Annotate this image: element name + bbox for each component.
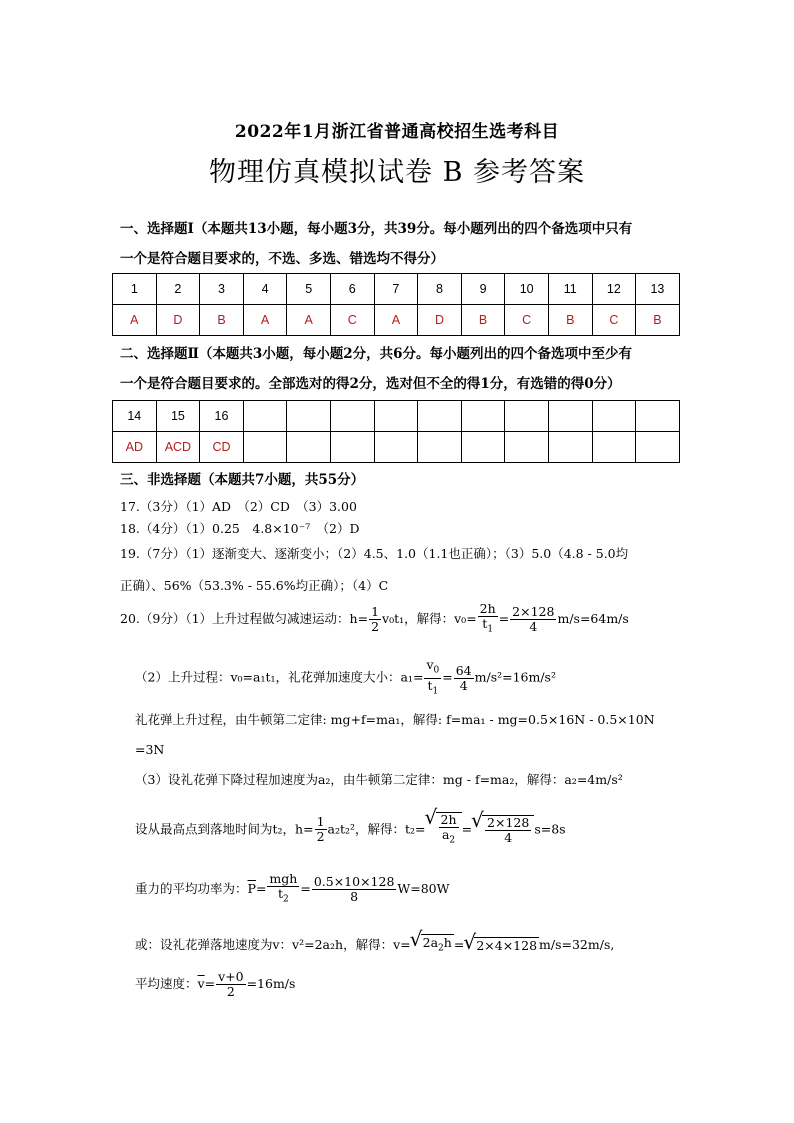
question-number-cell: 16 — [200, 401, 244, 432]
answer-20-part8: 平均速度：$\overline{v}=$ $\frac{v+0}{2}$ =16m/s — [135, 969, 296, 999]
fraction-one-half-2: $\frac{1}{2}$ — [316, 814, 325, 845]
fraction-2h-over-t1: $\frac{2h}{t_1}$ — [479, 601, 496, 635]
sqrt-2a2h: √ $2a_2h$ — [421, 934, 454, 957]
fraction-one-half: $\frac{1}{2}$ — [371, 603, 380, 634]
answer-cell: C — [592, 305, 636, 336]
section1-heading-line1: 一、选择题Ⅰ（本题共13小题，每小题3分，共39分。每小题列出的四个备选项中只有 — [120, 221, 633, 237]
answer-20-part2: （2）上升过程：v₀=a₁t₁，礼花弹加速度大小：a₁= $\frac{v_0}{t_1}$ = $\frac{64}{4}$ m/s²=16m/s² — [135, 657, 556, 696]
answer-cell — [505, 432, 549, 463]
answer-cell — [548, 432, 592, 463]
answer-cell — [243, 432, 287, 463]
question-number-cell: 10 — [505, 274, 549, 305]
answer-cell: A — [113, 305, 157, 336]
answer-cell: B — [548, 305, 592, 336]
fraction-v-plus-0-over-2: $\frac{v+0}{2}$ — [218, 969, 244, 999]
question-number-cell — [461, 401, 505, 432]
answer-20-part3-line2: =3N — [135, 742, 165, 757]
answer-cell — [636, 432, 680, 463]
answer-cell: CD — [200, 432, 244, 463]
answer-cell: D — [418, 305, 462, 336]
question-number-cell — [505, 401, 549, 432]
question-number-cell: 5 — [287, 274, 331, 305]
answer-cell — [461, 432, 505, 463]
section2-number-row — [113, 401, 680, 432]
answer-20-part7: 或：设礼花弹落地速度为v：v²=2a₂h，解得：v= √ $2a_2h$ = √ 2×4×128 m/s=32m/s, — [135, 934, 614, 957]
question-number-cell — [243, 401, 287, 432]
sqrt-2x4x128: √ 2×4×128 — [474, 937, 539, 954]
question-number-cell — [330, 401, 374, 432]
question-number-cell — [287, 401, 331, 432]
question-number-cell: 12 — [592, 274, 636, 305]
answer-cell: C — [505, 305, 549, 336]
question-number-cell: 13 — [636, 274, 680, 305]
section1-answer-table — [112, 273, 680, 336]
fraction-power-calc: $\frac{0.5\times 10\times 128}{8}$ — [313, 873, 395, 904]
answer-cell: A — [243, 305, 287, 336]
fraction-64-over-4: $\frac{64}{4}$ — [455, 662, 472, 693]
section1-heading — [120, 214, 690, 274]
answer-cell — [592, 432, 636, 463]
answer-cell: A — [287, 305, 331, 336]
answer-cell — [418, 432, 462, 463]
question-number-cell — [374, 401, 418, 432]
answer-cell: C — [330, 305, 374, 336]
answer-cell: ACD — [156, 432, 200, 463]
question-number-cell — [636, 401, 680, 432]
answer-20-part6: 重力的平均功率为：$\overline{P}=$ $\frac{\text{mgh}}{t_2}$ = $\frac{0.5\times 10\times 128}{8}$ W=80W — [135, 871, 450, 905]
question-number-cell: 9 — [461, 274, 505, 305]
answer-17: 17.（3分）（1）AD （2）CD （3）3.00 — [120, 499, 357, 514]
question-number-cell: 1 — [113, 274, 157, 305]
fraction-2x128-over-4: $\frac{2\times 128}{4}$ — [512, 603, 555, 634]
answer-cell: AD — [113, 432, 157, 463]
answer-cell — [374, 432, 418, 463]
exam-title-line2: 物理仿真模拟试卷 B 参考答案 — [208, 157, 585, 188]
answer-19-line1: 19.（7分）（1）逐渐变大、逐渐变小；（2）4.5、1.0（1.1也正确）；（3）5.0（4.8 - 5.0均 — [120, 546, 629, 561]
section2-heading-line1: 二、选择题Ⅱ（本题共3小题，每小题2分，共6分。每小题列出的四个备选项中至少有 — [120, 346, 633, 362]
exam-title-line1: 2022年1月浙江省普通高校招生选考科目 — [234, 122, 560, 142]
section2-heading — [120, 339, 690, 399]
question-number-cell — [418, 401, 462, 432]
fraction-v0-over-t1: $\frac{v_0}{t_1}$ — [426, 657, 440, 696]
answer-19-line2: 正确）、56%（53.3% - 55.6%均正确）；（4）C — [120, 578, 389, 593]
question-number-cell: 15 — [156, 401, 200, 432]
question-number-cell: 3 — [200, 274, 244, 305]
answer-cell: B — [461, 305, 505, 336]
section1-answer-row — [113, 305, 680, 336]
sqrt-2h-over-a2: √ $\frac{2h}{a_2}$ — [436, 812, 462, 848]
answer-cell: B — [636, 305, 680, 336]
answer-cell — [287, 432, 331, 463]
section3-heading: 三、非选择题（本题共7小题，共55分） — [120, 472, 365, 488]
question-number-cell: 4 — [243, 274, 287, 305]
question-number-cell: 14 — [113, 401, 157, 432]
section2-answer-row — [113, 432, 680, 463]
answer-18: 18.（4分）（1）0.25 4.8×10⁻⁷ （2）D — [120, 521, 360, 536]
question-number-cell: 7 — [374, 274, 418, 305]
answer-20-part5: 设从最高点到落地时间为t₂，h= $\frac{1}{2}$ a₂t₂²，解得：t₂= √ $\frac{2h}{a_2}$ = √ $\frac{2\times 128}{4}$ s=8s — [135, 812, 566, 848]
answer-20-part4: （3）设礼花弹下降过程加速度为a₂，由牛顿第二定律：mg - f=ma₂，解得：a₂=4m/s² — [135, 772, 623, 787]
question-number-cell — [592, 401, 636, 432]
fraction-mgh-over-t2: $\frac{\text{mgh}}{t_2}$ — [269, 871, 298, 905]
section1-heading-line2: 一个是符合题目要求的，不选、多选、错选均不得分） — [120, 251, 444, 267]
answer-cell — [330, 432, 374, 463]
question-number-cell: 8 — [418, 274, 462, 305]
question-number-cell — [548, 401, 592, 432]
answer-cell: D — [156, 305, 200, 336]
answer-20-part1: 20.（9分）（1）上升过程做匀减速运动：h= $\frac{1}{2}$ v₀t₁，解得：v₀= $\frac{2h}{t_1}$ = $\frac{2\times 128}{4}$ m/s=64m/s — [120, 601, 629, 635]
question-number-cell: 2 — [156, 274, 200, 305]
question-number-cell: 6 — [330, 274, 374, 305]
question-number-cell: 11 — [548, 274, 592, 305]
section2-answer-table — [112, 400, 680, 463]
section2-heading-line2: 一个是符合题目要求的。全部选对的得2分，选对但不全的得1分，有选错的得0分） — [120, 376, 621, 392]
sqrt-2x128-over-4: √ $\frac{2\times 128}{4}$ — [482, 815, 534, 845]
answer-cell: B — [200, 305, 244, 336]
answer-20-part3-line1: 礼花弹上升过程，由牛顿第二定律: mg+f=ma₁，解得: f=ma₁ - mg=0.5×16N - 0.5×10N — [135, 712, 655, 727]
answer-cell: A — [374, 305, 418, 336]
section1-number-row — [113, 274, 680, 305]
